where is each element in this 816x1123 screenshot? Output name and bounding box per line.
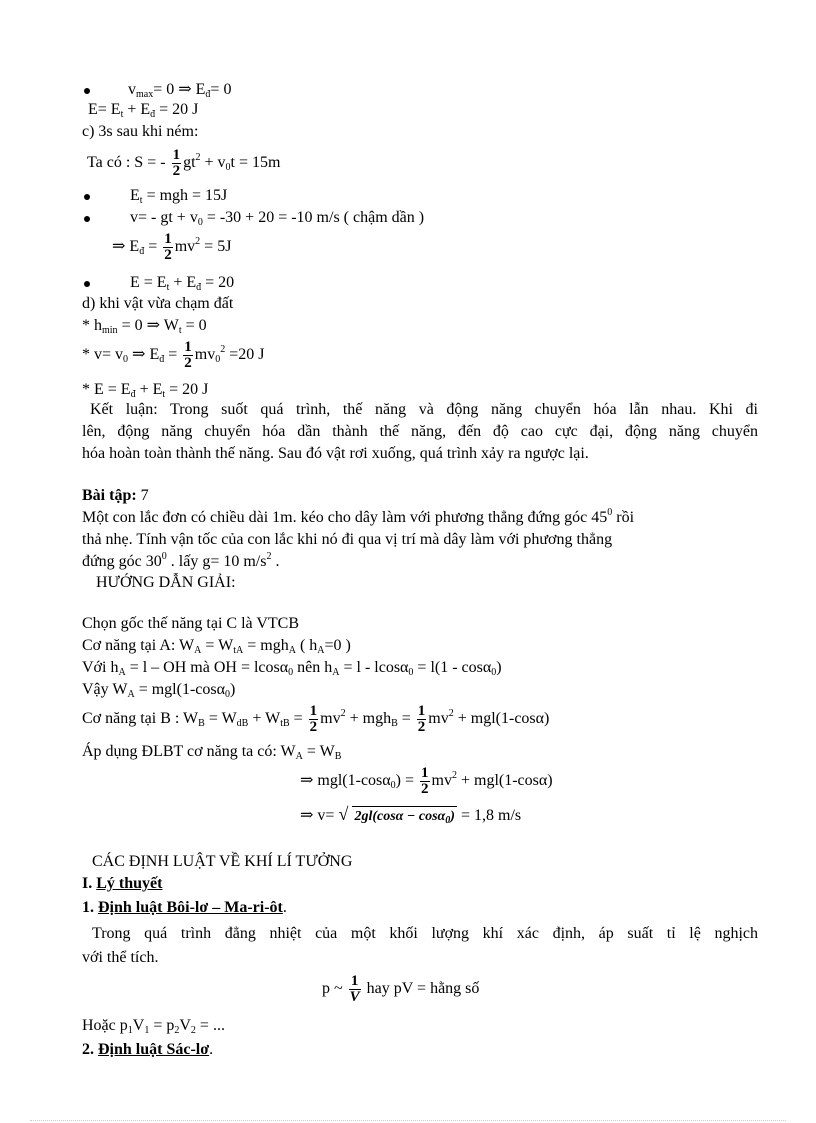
solution-result: ⇒ v= √ 2gl(cosα − cosα$_0$) = 1,8 m/s — [300, 804, 522, 826]
boyle-law-equation-2: Hoặc $p_1V_1 = p_2V_2$ = ... — [82, 1017, 225, 1036]
fraction: $\frac{1}{2}$ — [172, 147, 181, 179]
bullet-icon — [84, 281, 90, 287]
solution-step-2: Cơ năng tại A: $W_A = W_{tA} = mgh_A$ ( $h_A=0$ ) — [82, 637, 351, 656]
kinetic-energy-formula: ⇒ $E_đ$ = $\frac{1}{2}$ $mv^2 = 5J$ — [112, 231, 232, 263]
fraction: $\frac{1}{2}$ — [421, 765, 429, 797]
theory-heading: I. Lý thuyết — [82, 875, 163, 892]
velocity-line: v= - gt + $v_0 = -30 + 20 = -10$ m/s ( chậm dần ) — [130, 209, 425, 228]
exercise-text-3: đứng góc $30^0$ . lấy g= 10 $m/s^2$ . — [82, 551, 280, 570]
bullet-icon — [84, 216, 90, 222]
energy-conservation-line: * $E = E_đ + E_t = 20$ J — [82, 381, 209, 400]
solution-heading: HƯỚNG DẪN GIẢI: — [96, 574, 236, 591]
fraction: $\frac{1}{2}$ — [309, 703, 318, 735]
energy-total-line: $E= E_t + E_đ = 20$ J — [88, 101, 199, 120]
page-divider — [30, 1120, 786, 1121]
vmax-line: $v_{max}= 0$ ⇒ $E_đ= 0$ — [128, 81, 232, 100]
conclusion-line-1: Kết luận: Trong suốt quá trình, thế năng và động năng chuyển hóa lẫn nhau. Khi đi — [90, 401, 758, 418]
conclusion-line-2: lên, động năng chuyển hóa dần thành thế năng, đến độ cao cực đại, động năng chuyển — [82, 423, 758, 440]
boyle-law-heading: 1. Định luật Bôi-lơ – Ma-ri-ôt. — [82, 899, 287, 916]
exercise-text-1: Một con lắc đơn có chiều dài 1m. kéo cho dây làm với phương thẳng đứng góc $45^0$ rồi — [82, 507, 635, 526]
hmin-line: * $h_{min} = 0$ ⇒ $W_t = 0$ — [82, 317, 207, 336]
part-d-line: d) khi vật vừa chạm đất — [82, 295, 234, 312]
square-root: √ 2gl(cosα − cosα$_0$) — [338, 804, 455, 826]
charles-law-heading: 2. Định luật Sác-lơ. — [82, 1041, 214, 1058]
gas-laws-heading: CÁC ĐỊNH LUẬT VỀ KHÍ LÍ TƯỞNG — [92, 853, 353, 870]
part-c-line: c) 3s sau khi ném: — [82, 123, 199, 140]
bullet-icon — [84, 194, 90, 200]
solution-step-5: Cơ năng tại B : $W_B = W_{dB} + W_{tB}$ = $\frac{1}{2}$ $mv^2 + mgh_B$ = $\frac{1}{2}$ $mv^2 + mgl(1-\cos\alpha)$ — [82, 703, 550, 735]
boyle-law-text-1: Trong quá trình đẳng nhiệt của một khối lượng khí xác định, áp suất tỉ lệ nghịch — [92, 925, 758, 942]
solution-step-1: Chọn gốc thế năng tại C là VTCB — [82, 615, 300, 632]
potential-energy-line: $E_t$ = mgh = 15J — [130, 187, 228, 206]
displacement-formula: Ta có : S = - $\frac{1}{2}$ $gt^2 + v_0t = 15m$ — [87, 147, 281, 179]
energy-sum-line: $E = E_t + E_đ = 20$ — [130, 274, 235, 293]
bullet-icon — [84, 88, 90, 94]
fraction: $\frac{1}{V}$ — [349, 973, 360, 1005]
fraction: $\frac{1}{2}$ — [164, 231, 172, 263]
exercise-text-2: thả nhẹ. Tính vận tốc của con lắc khi nó đi qua vị trí mà dây làm với phương thẳng — [82, 531, 613, 548]
solution-step-7: ⇒ mgl(1-cosα$_0$) = $\frac{1}{2}$ $mv^2 + mgl(1-\cos\alpha)$ — [300, 765, 553, 797]
exercise-title: Bài tập: 7 — [82, 487, 149, 504]
solution-step-6: Áp dụng ĐLBT cơ năng ta có: $W_A = W_B$ — [82, 743, 342, 762]
boyle-law-text-2: với thể tích. — [82, 949, 159, 966]
boyle-law-equation: p ~ $\frac{1}{V}$ hay pV = hằng số — [322, 973, 480, 1005]
solution-step-4: Vậy $W_A = mgl(1-\cos\alpha_0)$ — [82, 681, 236, 700]
fraction: $\frac{1}{2}$ — [184, 339, 192, 371]
impact-energy-formula: * $v= v_0$ ⇒ $E_đ$ = $\frac{1}{2}$ $mv_0^2 =20$ J — [82, 339, 265, 371]
solution-step-3: Với $h_A = l$ – OH mà OH = lcosα$_0$ nên $h_A = l - lcos\alpha_0 = l(1 - \cos\alpha_0)$ — [82, 659, 502, 678]
conclusion-line-3: hóa hoàn toàn thành thế năng. Sau đó vật rơi xuống, quá trình xảy ra ngược lại. — [82, 445, 589, 462]
fraction: $\frac{1}{2}$ — [417, 703, 426, 735]
